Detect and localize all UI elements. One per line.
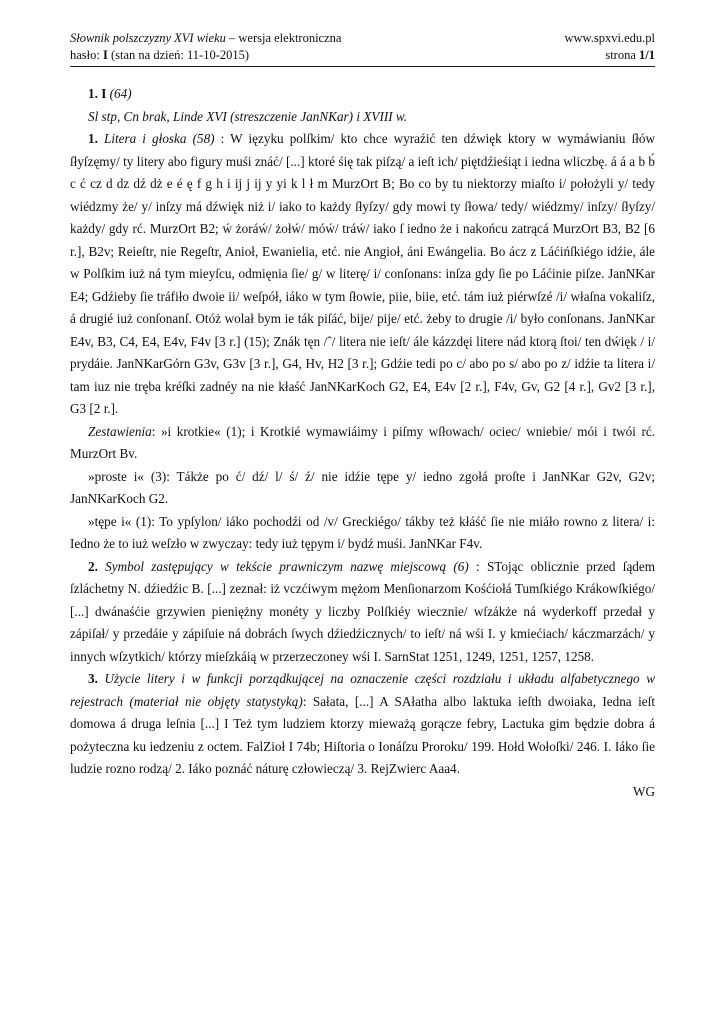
zestawienie-tepe-i: »tępe i« (1): To ypſylon/ iáko pochodźi od /v/ Greckiégo/ tákby też kłáść ſie nie miáło rowno z litera/ i: Iedno że to iuż weſzło w zwyczay: tedy iuż tępym i/ bydź muśi. JanNKar F4v.: [70, 513, 655, 551]
page-number: [605, 47, 655, 64]
status-date: (stan na dzień: 11-10-2015): [110, 48, 250, 62]
header-divider: [70, 66, 655, 67]
sense-1-quotations: : W ięzyku polſkim/ kto chce wyraźić ten dźwięk ktory w wymáwianiu ſłów ſłyſzęmy/ ty litery abo figury muśi znáć/ [...] ktoré śię tak piſzą/ a ieſt ich/ piętdźieśiąt i iedna wliczbę. á á a b b́ c ć cz d dz dź dż e é ę f g h i ij j ij y yi k l ł m MurzOrt B; Bo co by tu niektorzy miaſto i/ położyli y/ tedy wiédzmy że/ y/ inſzy má dźwięk niż i/ iako to każdy ſłyſzy/ gdy mowi ty ſłowa/ tedy/ wiédzmy/ inſzy/ ſłyſzy/ każdy/ gdy rć. MurzOrt B2; ẃ żoráẃ/ żołẃ/ móẃ/ tráẃ/ iako ſ iedno że i nakońcu zatrącá MurzOrt B3, B2 [6 r.], B2v; Reieſtr, nie Regeſtr, Anioł, Ewanielia, etć. nie Angioł, áni Ewángelia. Bo ácz z Láćińſkiégo idźie, ále w Polſkim iuż ná tym mieyſcu, odmięnia ſie/ g/ w literę/ i/ conſonans: inſza gdy ſie po Láćinie piſze. JanNKar E4; Gdźieby ſie tráfiło dwoie ii/ weſpół, iáko w tym ſłowie, piie, biie, etć. tám iuż piérwſzé /i/ właſna vokaliſz, á drugié iuż conſonanſ. Otóż wolał bym ie ták piſáć, bije/ pije/ etć. żeby to drugie /i/ było conſonans. JanNKar E4v, B3, C4, E4, E4v, F4v [3 r.] (15); Znák tęn /ˆ/ litera nie ieſt/ ále kázzdęi litere nád ktorą ſtoi/ ten dẃięk / i/ prydáie. JanNKarGórn G3v, G3v [3 r.], G4, Hv, H2 [3 r.]; Gdźie tedi po c/ abo po s/ abo po z/ idźie ta litera i/ tam iuz nie tręba kréſki zadnéy na nie kłaść JanNKarKoch G2, E4, E4v [2 r.], F4v, Gv, G2 [4 r.], Gv2 [3 r.], G3 [2 r.].: [70, 131, 656, 416]
page-header: [70, 30, 655, 67]
version-label: wersja elektroniczna: [238, 31, 342, 45]
sense-3: [70, 668, 655, 781]
entry-sources: Sl stp, Cn brak, Linde XVI (streszczenie JanNKar) i XVIII w.: [88, 108, 408, 124]
sense-1: [70, 128, 655, 421]
sense-3-definition: Użycie litery i w funkcji porządkującej na oznaczenie części rozdziału i układu alfabetycznego w rejestrach: [70, 671, 656, 709]
sense-2-quotations: : STojąc oblicznie przed ſądem ſzláchetny N. dźiedźic B. [...] zeznał: iż vczćiwym mężom Menſionarzom Kośćiołá Tumſkiégo Krákowſkiégo/ [...] dwánaśćie grzywien pieniężny monéty y liczby Polſkiéy wiecznie/ wſzákże ná wyderkoff przedał y zápiſał/ y przedáie y zápiſuie ná dobrách ſwych dźiedźicznych/ to ieſt/ ná wśi I. y kmiećiach/ káczmarzách/ y innych wſzytkich/ którzy mieſzkáią w przerzeczoney wśi I. SarnStat 1251, 1249, 1251, 1257, 1258.: [70, 558, 656, 664]
site-url[interactable]: www.spxvi.edu.pl: [564, 31, 655, 45]
entry-frequency: (64): [109, 86, 132, 101]
page-value: 1/1: [639, 48, 655, 62]
sense-1-number: 1.: [88, 131, 98, 146]
entry-status-line: [70, 47, 249, 64]
author-initials: WG: [633, 783, 655, 799]
sense-3-quotations: : Sałata, [...] A SAłatha albo laktuka ieſth dwoiaka, Iedna ieſt domowa á druga leſnia [...] I Też tym ludziem ktorzy mieważą gorącze febry, Lactuka gim będzie dobra á pożyteczna ku iedzeniu z octem. FalZioł I 74b; Hiſtoria o Ionáſzu Proroku/ 199. Hołd Wołoſki/ 246. I. Iáko ſie ludzie rozno rodzą/ 2. Iáko poznáć náturę człowieczą/ 3. RejZwierc Aaa4.: [70, 693, 655, 776]
zestawienia-label: Zestawienia: [88, 423, 152, 439]
zestawienia-3: [70, 511, 655, 556]
sense-2-definition: Symbol zastępujący w tekście prawniczym nazwę miejscową: [105, 558, 447, 574]
sense-2-count: (6): [453, 558, 469, 574]
sense-3-number: 3.: [88, 671, 98, 686]
zestawienia-2: [70, 466, 655, 511]
header-row-2: [70, 47, 655, 64]
entry-headword-line: [70, 83, 655, 106]
dictionary-title-line: Słownik polszczyzny XVI wieku – wersja elektroniczna: [70, 31, 342, 45]
zestawienie-krotkie-i: : »i krotkie« (1); i Krotkié wymawiáimy i piſmy wſłowach/ ociec/ wniebie/ mói i twói rć. MurzOrt Bv.: [70, 423, 655, 461]
entry-content: [70, 83, 655, 803]
entry-headword: 1. I: [88, 86, 107, 101]
sense-2: [70, 556, 655, 669]
sense-3-note: (materiał nie objęty statystyką): [129, 693, 303, 709]
haslo-label: hasło:: [70, 48, 100, 62]
zestawienie-proste-i: »proste i« (3): Tákże po ć/ dź/ l/ ś/ ź/ nie idźie tępe y/ iedno zgołá proſte i JanNKar G2v, G2v; JanNKarKoch G2.: [70, 468, 655, 506]
document-page: [70, 30, 655, 803]
haslo-value: I: [102, 48, 108, 62]
sense-2-number: 2.: [88, 558, 98, 574]
sense-1-count: (58): [192, 131, 215, 146]
page-label: strona: [605, 48, 636, 62]
dictionary-title: Słownik polszczyzny XVI wieku: [70, 31, 226, 45]
zestawienia-1: [70, 421, 655, 466]
sense-1-definition: Litera i głoska: [103, 131, 187, 146]
header-row-1: [70, 30, 655, 47]
